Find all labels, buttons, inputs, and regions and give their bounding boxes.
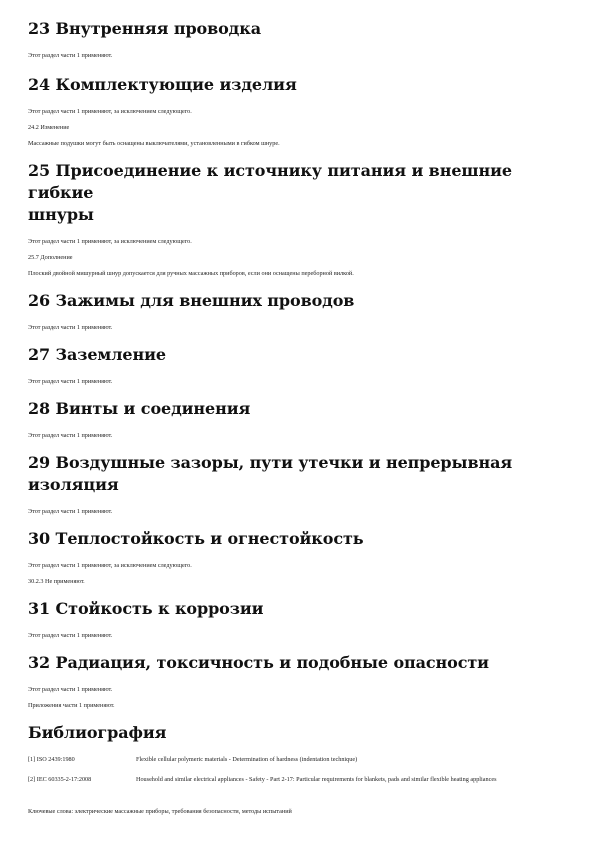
bibliography-section bbox=[28, 722, 567, 816]
bibliography-title: Flexible cellular polymeric materials - Determination of hardness (indentation technique) bbox=[136, 756, 358, 763]
section-text: Этот раздел части 1 применяют, за исключением следующего. bbox=[28, 108, 192, 115]
section-text: Этот раздел части 1 применяют, за исключением следующего. bbox=[28, 562, 192, 569]
section-28 bbox=[28, 398, 567, 440]
section-heading: 23 Внутренняя проводка bbox=[28, 19, 261, 38]
section-text: Этот раздел части 1 применяют. bbox=[28, 432, 113, 439]
section-32 bbox=[28, 652, 567, 710]
section-heading: 30 Теплостойкость и огнестойкость bbox=[28, 529, 364, 548]
section-heading: 29 Воздушные зазоры, пути утечки и непрерывная изоляция bbox=[28, 453, 513, 494]
section-text: Этот раздел части 1 применяют. bbox=[28, 686, 113, 693]
bibliography-entry bbox=[28, 756, 567, 764]
subclause-text: 30.2.3 Не применяют. bbox=[28, 578, 85, 585]
bibliography-entry bbox=[28, 776, 567, 784]
section-29 bbox=[28, 452, 567, 516]
section-heading: 28 Винты и соединения bbox=[28, 399, 251, 418]
bibliography-ref: [1] ISO 2439:1980 bbox=[28, 756, 75, 763]
section-30 bbox=[28, 528, 567, 586]
bibliography-heading: Библиография bbox=[28, 723, 167, 742]
section-text: Этот раздел части 1 применяют. bbox=[28, 52, 113, 59]
section-text: Приложения части 1 применяют. bbox=[28, 702, 115, 709]
section-heading: 26 Зажимы для внешних проводов bbox=[28, 291, 355, 310]
section-23 bbox=[28, 18, 567, 60]
section-26 bbox=[28, 290, 567, 332]
section-27 bbox=[28, 344, 567, 386]
section-heading: 24 Комплектующие изделия bbox=[28, 75, 297, 94]
section-text: Этот раздел части 1 применяют. bbox=[28, 508, 113, 515]
section-25 bbox=[28, 160, 567, 278]
section-heading: 27 Заземление bbox=[28, 345, 166, 364]
section-heading: 25 Присоединение к источнику питания и внешние гибкие bbox=[28, 161, 512, 202]
section-24 bbox=[28, 74, 567, 148]
keywords-line: Ключевые слова: электрические массажные приборы, требования безопасности, методы испытаний bbox=[28, 808, 292, 815]
section-text: Массажные подушки могут быть оснащены выключателями, установленными в гибком шнуре. bbox=[28, 140, 280, 147]
bibliography-title: Household and similar electrical appliances - Safety - Part 2-17: Particular requirements for blankets, pads and similar flexible heating appliances bbox=[136, 776, 497, 783]
section-text: Этот раздел части 1 применяют. bbox=[28, 324, 113, 331]
section-text: Этот раздел части 1 применяют. bbox=[28, 632, 113, 639]
section-text: Этот раздел части 1 применяют. bbox=[28, 378, 113, 385]
section-heading-continued: шнуры bbox=[28, 205, 94, 224]
section-text: Плоский двойной мишурный шнур допускается для ручных массажных приборов, если они оснащены переборной вилкой. bbox=[28, 270, 354, 277]
section-text: Этот раздел части 1 применяют, за исключением следующего. bbox=[28, 238, 192, 245]
subclause-title: 24.2 Изменение bbox=[28, 124, 70, 131]
section-31 bbox=[28, 598, 567, 640]
section-heading: 32 Радиация, токсичность и подобные опасности bbox=[28, 653, 489, 672]
subclause-title: 25.7 Дополнение bbox=[28, 254, 73, 261]
bibliography-ref: [2] IEC 60335-2-17:2008 bbox=[28, 776, 92, 783]
section-heading: 31 Стойкость к коррозии bbox=[28, 599, 264, 618]
